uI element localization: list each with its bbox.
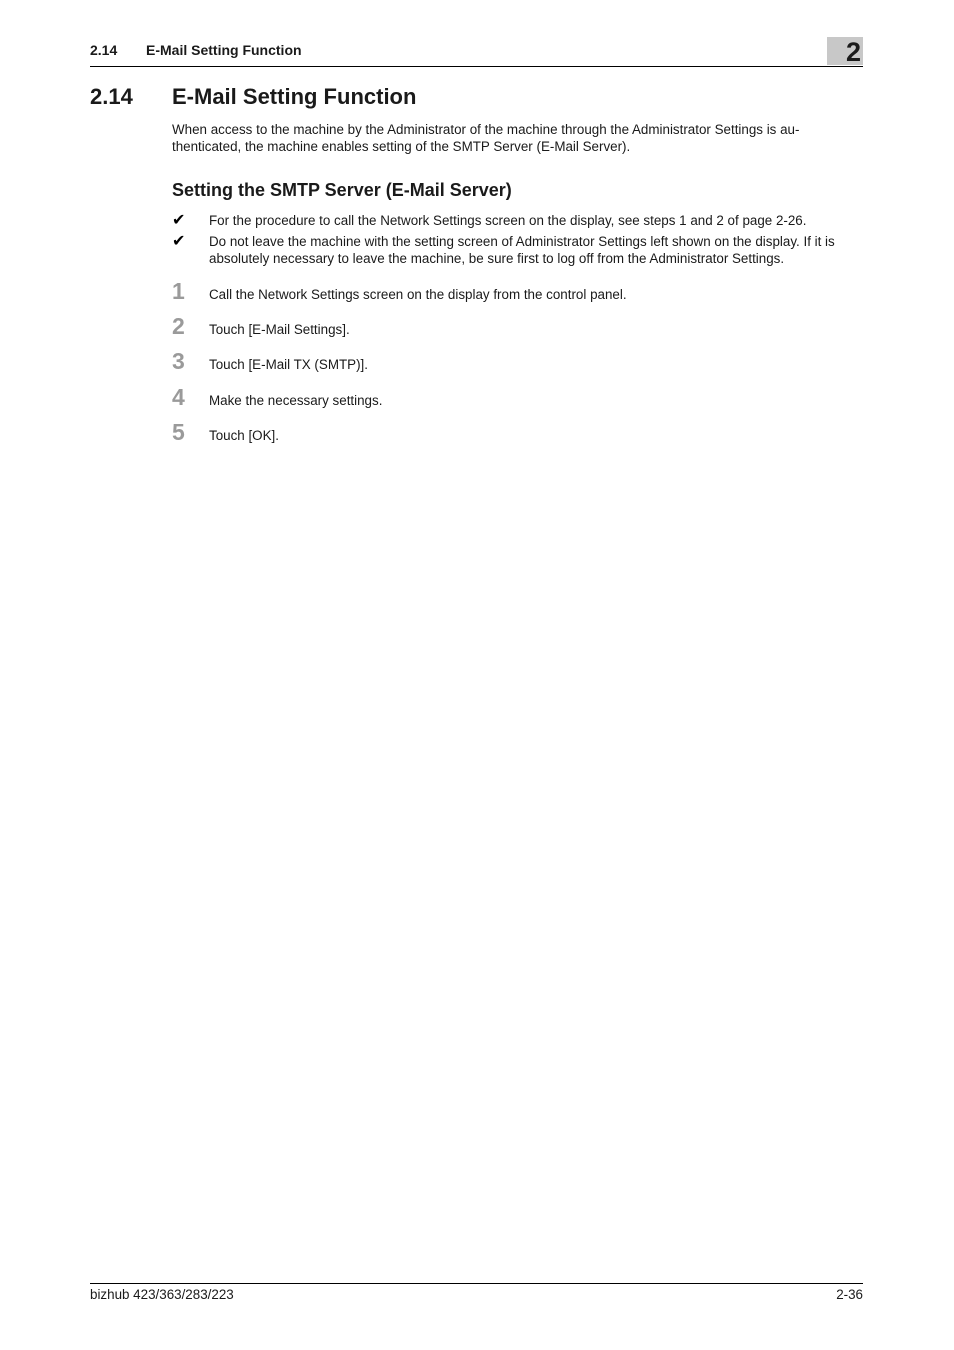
note-text: Do not leave the machine with the setting screen of Administrator Settings left shown on the display. If it is absolutely necessary to leave the machine, be sure first to log off from the Administrator Settings. [209, 234, 835, 266]
section-title-text: E-Mail Setting Function [172, 84, 417, 109]
step-number: 3 [172, 348, 185, 374]
chapter-tab: 2 [827, 37, 863, 65]
step-item [172, 313, 864, 343]
section-number: 2.14 [90, 84, 133, 109]
step-text: Touch [OK]. [209, 428, 279, 443]
running-header [90, 37, 863, 67]
step-text: Touch [E-Mail Settings]. [209, 322, 350, 337]
step-text: Call the Network Settings screen on the display from the control panel. [209, 287, 627, 302]
step-text: Touch [E-Mail TX (SMTP)]. [209, 357, 368, 372]
step-number: 2 [172, 313, 185, 339]
page-footer [90, 1283, 863, 1308]
step-number: 5 [172, 419, 185, 445]
step-text: Make the necessary settings. [209, 393, 383, 408]
section-title [90, 84, 416, 110]
check-icon: ✔ [172, 212, 186, 229]
step-item [172, 348, 864, 378]
subsection-title: Setting the SMTP Server (E-Mail Server) [172, 180, 512, 200]
step-item [172, 278, 864, 308]
step-number: 1 [172, 278, 185, 304]
footer-page-number: 2-36 [836, 1287, 863, 1302]
header-section-title: E-Mail Setting Function [146, 42, 302, 58]
note-text: For the procedure to call the Network Settings screen on the display, see steps 1 and 2 of page 2-26. [209, 213, 807, 228]
intro-paragraph: When access to the machine by the Administrator of the machine through the Administrator Settings is au-thenticated, the machine enables setting of the SMTP Server (E-Mail Server). [172, 122, 800, 154]
step-number: 4 [172, 384, 185, 410]
footer-model: bizhub 423/363/283/223 [90, 1287, 234, 1302]
header-section-number: 2.14 [90, 42, 118, 58]
step-item [172, 384, 864, 414]
check-icon: ✔ [172, 233, 186, 250]
step-item [172, 419, 864, 449]
